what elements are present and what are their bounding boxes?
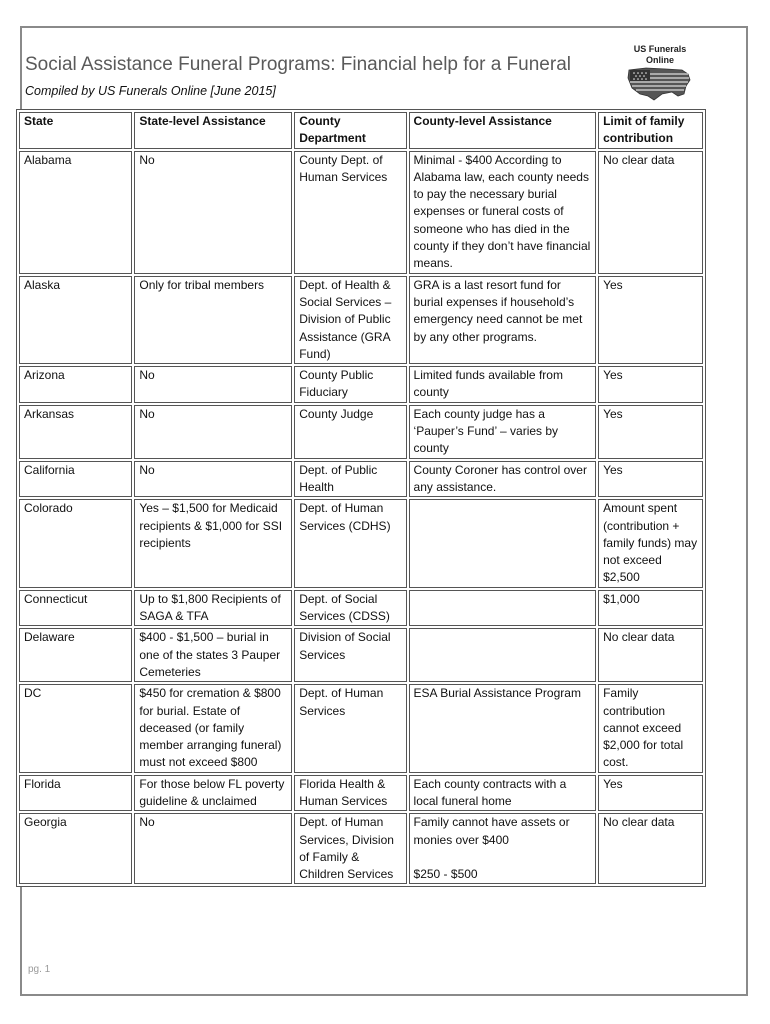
cell-county-level: Limited funds available from county	[409, 366, 597, 403]
cell-county-level: GRA is a last resort fund for burial expenses if household’s emergency need cannot be met by any other programs.	[409, 276, 597, 364]
header-state-level-assistance: State-level Assistance	[134, 112, 292, 149]
cell-state: Arkansas	[19, 405, 132, 459]
cell-county-dept: Dept. of Human Services, Division of Family & Children Services	[294, 813, 406, 884]
cell-limit: $1,000	[598, 590, 703, 627]
table-row	[19, 366, 703, 403]
table-row	[19, 590, 703, 627]
cell-state: Georgia	[19, 813, 132, 884]
cell-state: Alabama	[19, 151, 132, 274]
table-row	[19, 461, 703, 498]
cell-county-level	[409, 499, 597, 587]
cell-state-level: No	[134, 405, 292, 459]
cell-state: Connecticut	[19, 590, 132, 627]
cell-limit: Yes	[598, 461, 703, 498]
cell-county-level	[409, 590, 597, 627]
cell-limit: Yes	[598, 366, 703, 403]
page-subtitle: Compiled by US Funerals Online [June 2015]	[25, 84, 276, 98]
header-limit-of-family-contribution: Limit of family contribution	[598, 112, 703, 149]
funeral-assistance-table	[16, 109, 706, 887]
cell-state: Colorado	[19, 499, 132, 587]
cell-state-level: Up to $1,800 Recipients of SAGA & TFA	[134, 590, 292, 627]
cell-county-level: County Coroner has control over any assistance.	[409, 461, 597, 498]
cell-county-level-text: Family cannot have assets or monies over $400	[413, 815, 570, 847]
cell-limit: No clear data	[598, 628, 703, 682]
cell-limit: Yes	[598, 405, 703, 459]
table-header-row	[19, 112, 703, 149]
cell-county-level: ESA Burial Assistance Program	[409, 684, 597, 772]
cell-limit: Yes	[598, 276, 703, 364]
cell-state-level: No	[134, 151, 292, 274]
cell-state-level: $400 - $1,500 – burial in one of the states 3 Pauper Cemeteries	[134, 628, 292, 682]
cell-state-level: Only for tribal members	[134, 276, 292, 364]
cell-state-level: No	[134, 366, 292, 403]
table-row	[19, 276, 703, 364]
logo-line1: US Funerals	[633, 44, 687, 54]
cell-county-dept: Division of Social Services	[294, 628, 406, 682]
cell-county-dept: Dept. of Health & Social Services – Division of Public Assistance (GRA Fund)	[294, 276, 406, 364]
cell-county-dept: Dept. of Social Services (CDSS)	[294, 590, 406, 627]
us-funerals-online-logo	[620, 44, 700, 102]
header-state: State	[19, 112, 132, 149]
cell-state: Florida	[19, 775, 132, 812]
cell-county-level	[409, 813, 597, 884]
logo-line2: Online	[645, 55, 674, 65]
table-row	[19, 405, 703, 459]
cell-county-dept: County Dept. of Human Services	[294, 151, 406, 274]
cell-limit: No clear data	[598, 151, 703, 274]
us-map-flag-icon	[626, 64, 694, 104]
cell-county-dept: County Judge	[294, 405, 406, 459]
cell-county-dept: Dept. of Human Services	[294, 684, 406, 772]
cell-limit: Amount spent (contribution + family funds) may not exceed $2,500	[598, 499, 703, 587]
cell-state: DC	[19, 684, 132, 772]
cell-county-dept: Dept. of Human Services (CDHS)	[294, 499, 406, 587]
page-title: Social Assistance Funeral Programs: Financial help for a Funeral	[25, 54, 571, 75]
table-row	[19, 813, 703, 884]
cell-state-level: No	[134, 461, 292, 498]
header-county-level-assistance: County-level Assistance	[409, 112, 597, 149]
cell-county-level-amount: $250 - $500	[413, 866, 478, 881]
cell-county-dept: Florida Health & Human Services	[294, 775, 406, 812]
cell-state-level: No	[134, 813, 292, 884]
cell-state: Arizona	[19, 366, 132, 403]
table-row	[19, 151, 703, 274]
cell-state-level: $450 for cremation & $800 for burial. Estate of deceased (or family member arranging funeral) must not exceed $800	[134, 684, 292, 772]
cell-state: California	[19, 461, 132, 498]
cell-county-level	[409, 628, 597, 682]
cell-county-dept: Dept. of Public Health	[294, 461, 406, 498]
cell-spacer	[414, 849, 592, 866]
cell-state: Alaska	[19, 276, 132, 364]
page-number: pg. 1	[28, 964, 51, 975]
table-row	[19, 684, 703, 772]
cell-state-level: Yes – $1,500 for Medicaid recipients & $1,000 for SSI recipients	[134, 499, 292, 587]
cell-state: Delaware	[19, 628, 132, 682]
table-row	[19, 775, 703, 812]
cell-state-level: For those below FL poverty guideline & unclaimed	[134, 775, 292, 812]
cell-county-level: Minimal - $400 According to Alabama law, each county needs to pay the necessary burial expenses or funeral costs of someone who has died in the county if they don’t have financial means.	[409, 151, 597, 274]
cell-county-dept: County Public Fiduciary	[294, 366, 406, 403]
cell-limit: No clear data	[598, 813, 703, 884]
cell-limit: Family contribution cannot exceed $2,000 for total cost.	[598, 684, 703, 772]
header-county-department: County Department	[294, 112, 406, 149]
cell-limit: Yes	[598, 775, 703, 812]
logo-text	[620, 44, 700, 66]
cell-county-level: Each county contracts with a local funeral home	[409, 775, 597, 812]
table-row	[19, 499, 703, 587]
cell-county-level: Each county judge has a ‘Pauper’s Fund’ – varies by county	[409, 405, 597, 459]
table-row	[19, 628, 703, 682]
